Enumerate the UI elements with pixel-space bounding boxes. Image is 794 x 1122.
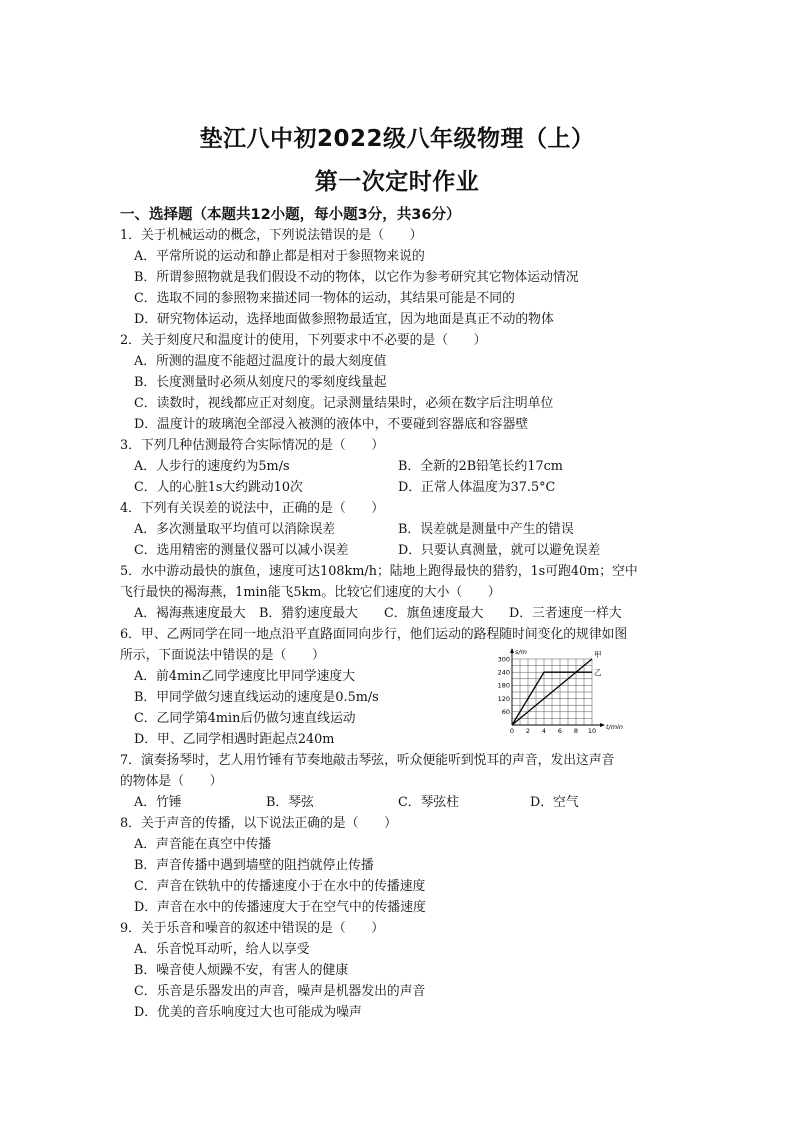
question-stem: 3．下列几种估测最符合实际情况的是（ ） [120, 438, 385, 453]
answer-option[interactable]: A．所测的温度不能超过温度计的最大刻度值 [134, 354, 387, 369]
answer-option[interactable]: D．优美的音乐响度过大也可能成为噪声 [134, 1005, 362, 1020]
question-5 [120, 561, 680, 624]
answer-option[interactable]: B．噪音使人烦躁不安，有害人的健康 [134, 963, 349, 978]
answer-option[interactable]: A．乐音悦耳动听，给人以享受 [134, 942, 310, 957]
question-stem: 6．甲、乙两同学在同一地点沿平直路面同向步行，他们运动的路程随时间变化的规律如图 [120, 627, 628, 642]
question-2 [120, 330, 680, 435]
answer-option[interactable]: A．平常所说的运动和静止都是相对于参照物来说的 [134, 249, 425, 264]
question-4 [120, 498, 680, 561]
answer-option[interactable]: D．三者速度一样大 [509, 606, 622, 621]
answer-option[interactable]: D．温度计的玻璃泡全部浸入被测的液体中，不要碰到容器底和容器壁 [134, 417, 529, 432]
answer-option[interactable]: B．甲同学做匀速直线运动的速度是0.5m/s [134, 690, 379, 705]
answer-option[interactable]: C．琴弦柱 [398, 795, 459, 810]
question-list [120, 225, 680, 1023]
question-9 [120, 918, 680, 1023]
x-axis-arrow [600, 723, 605, 727]
question-stem: 8．关于声音的传播，以下说法正确的是（ ） [120, 816, 397, 831]
option-row [120, 372, 680, 393]
question-stem: 的物体是（ ） [120, 774, 223, 789]
option-row [120, 792, 680, 813]
answer-option[interactable]: C．人的心脏1s大约跳动10次 [134, 480, 303, 495]
option-row [120, 309, 680, 330]
question-stem: 7．演奏扬琴时，艺人用竹锤有节奏地敲击琴弦，听众便能听到悦耳的声音，发出这声音 [120, 753, 615, 768]
x-tick-label: 2 [525, 727, 531, 735]
option-row [120, 897, 680, 918]
series-label-2: 乙 [594, 668, 602, 678]
question-7 [120, 750, 680, 813]
answer-option[interactable]: D．空气 [530, 795, 579, 810]
x-tick-label: 8 [573, 727, 579, 735]
answer-option[interactable]: D．声音在水中的传播速度大于在空气中的传播速度 [134, 900, 426, 915]
option-row [120, 939, 680, 960]
question-1 [120, 225, 680, 330]
question-stem: 5．水中游动最快的旗鱼，速度可达108km/h；陆地上跑得最快的猎豹，1s可跑40m；空中 [120, 564, 638, 579]
answer-option[interactable]: C．声音在铁轨中的传播速度小于在水中的传播速度 [134, 879, 426, 894]
answer-option[interactable]: C．乐音是乐器发出的声音，噪声是机器发出的声音 [134, 984, 426, 999]
answer-option[interactable]: B．琴弦 [266, 795, 314, 810]
answer-option[interactable]: D．正常人体温度为37.5°C [398, 480, 556, 495]
y-tick-label: 240 [497, 668, 510, 677]
option-row [120, 603, 680, 624]
answer-option[interactable]: D．只要认真测量，就可以避免误差 [398, 543, 601, 558]
answer-option[interactable]: B．误差就是测量中产生的错误 [398, 522, 574, 537]
answer-option[interactable]: B．声音传播中遇到墙壁的阻挡就停止传播 [134, 858, 374, 873]
answer-option[interactable]: C．读数时，视线都应正对刻度。记录测量结果时，必须在数字后注明单位 [134, 396, 554, 411]
x-axis-label: t/min [606, 723, 623, 731]
option-row [120, 855, 680, 876]
exam-title: 垫江八中初2022级八年级物理（上） [199, 126, 595, 152]
answer-option[interactable]: B．长度测量时必须从刻度尺的零刻度线量起 [134, 375, 387, 390]
answer-option[interactable]: A．声音能在真空中传播 [134, 837, 272, 852]
option-row [120, 960, 680, 981]
option-row [120, 834, 680, 855]
option-row [120, 414, 680, 435]
question-3 [120, 435, 680, 498]
answer-option[interactable]: B．所谓参照物就是我们假设不动的物体，以它作为参考研究其它物体运动情况 [134, 270, 579, 285]
answer-option[interactable]: C．乙同学第4min后仍做匀速直线运动 [134, 711, 356, 726]
series-label-1: 甲 [594, 650, 602, 659]
option-row [120, 351, 680, 372]
option-row [120, 267, 680, 288]
answer-option[interactable]: A．褐海燕速度最大 [134, 606, 246, 621]
option-row [120, 519, 680, 540]
answer-option[interactable]: D．研究物体运动，选择地面做参照物最适宜，因为地面是真正不动的物体 [134, 312, 554, 327]
x-tick-label: 4 [541, 727, 547, 735]
answer-option[interactable]: A．前4min乙同学速度比甲同学速度大 [134, 669, 356, 684]
exam-subtitle: 第一次定时作业 [314, 169, 480, 195]
question-stem: 2．关于刻度尺和温度计的使用，下列要求中不必要的是（ ） [120, 333, 487, 348]
answer-option[interactable]: C．选取不同的参照物来描述同一物体的运动，其结果可能是不同的 [134, 291, 515, 306]
option-row [120, 246, 680, 267]
answer-option[interactable]: C．选用精密的测量仪器可以减小误差 [134, 543, 349, 558]
answer-option[interactable]: B．全新的2B铅笔长约17cm [398, 459, 563, 474]
section-heading: 一、选择题（本题共12小题，每小题3分，共36分） [120, 207, 461, 223]
y-tick-label: 60 [501, 708, 510, 717]
option-row [120, 288, 680, 309]
question-stem: 4．下列有关误差的说法中，正确的是（ ） [120, 501, 385, 516]
answer-option[interactable]: B．猎豹速度最大 [259, 606, 358, 621]
answer-option[interactable]: A．竹锤 [134, 795, 182, 810]
option-row [120, 456, 680, 477]
option-row [120, 981, 680, 1002]
option-row [120, 540, 680, 561]
y-tick-label: 120 [497, 694, 510, 703]
answer-option[interactable]: A．人步行的速度约为5m/s [134, 459, 290, 474]
x-tick-label: 10 [587, 727, 597, 735]
question-stem: 1．关于机械运动的概念，下列说法错误的是（ ） [120, 228, 423, 243]
distance-time-chart [490, 647, 623, 737]
y-tick-label: 180 [497, 681, 510, 690]
option-row [120, 477, 680, 498]
x-tick-label: 0 [509, 727, 515, 735]
option-row [120, 393, 680, 414]
x-tick-label: 6 [557, 727, 563, 735]
option-row [120, 1002, 680, 1023]
answer-option[interactable]: A．多次测量取平均值可以消除误差 [134, 522, 336, 537]
y-tick-label: 300 [497, 655, 510, 664]
answer-option[interactable]: C．旗鱼速度最大 [384, 606, 484, 621]
y-axis-label: s/m [515, 648, 527, 656]
answer-option[interactable]: D．甲、乙同学相遇时距起点240m [134, 732, 335, 747]
option-row [120, 876, 680, 897]
question-stem: 飞行最快的褐海燕，1min能飞5km。比较它们速度的大小（ ） [120, 585, 501, 600]
question-stem: 9．关于乐音和噪音的叙述中错误的是（ ） [120, 921, 385, 936]
question-stem: 所示，下面说法中错误的是（ ） [120, 648, 325, 663]
y-axis-arrow [510, 648, 514, 653]
question-8 [120, 813, 680, 918]
